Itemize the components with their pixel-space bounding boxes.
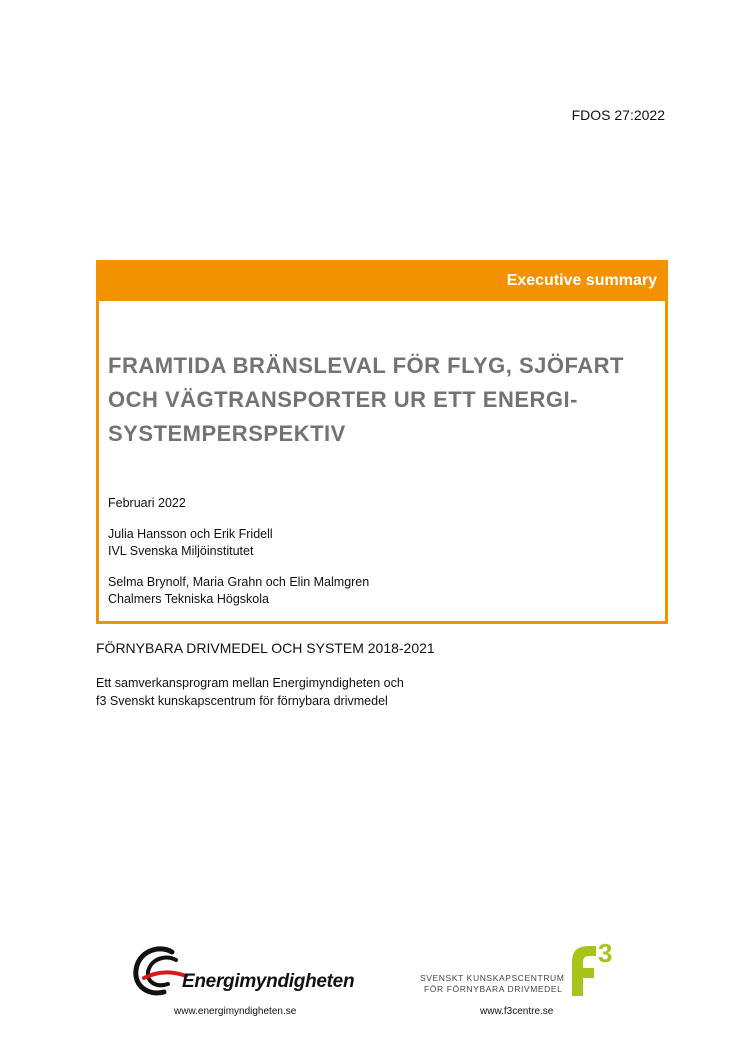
- energimyndigheten-wordmark: Energimyndigheten: [182, 971, 355, 992]
- program-description-line: f3 Svenskt kunskapscentrum för förnybara drivmedel: [96, 694, 388, 708]
- author-names: Selma Brynolf, Maria Grahn och Elin Malmgren: [108, 575, 370, 589]
- author-names: Julia Hansson och Erik Fridell: [108, 527, 273, 541]
- title-line: OCH VÄGTRANSPORTER UR ETT ENERGI-: [108, 387, 578, 412]
- author-organization: IVL Svenska Miljöinstitutet: [108, 544, 254, 558]
- f3-tagline-line: SVENSKT KUNSKAPSCENTRUM: [420, 973, 565, 983]
- program-name: FÖRNYBARA DRIVMEDEL OCH SYSTEM 2018-2021: [96, 640, 435, 656]
- program-description: [96, 674, 404, 710]
- document-title: [108, 349, 648, 451]
- author-group-ivl: [108, 526, 273, 560]
- publication-date: Februari 2022: [108, 496, 186, 510]
- author-organization: Chalmers Tekniska Högskola: [108, 592, 269, 606]
- title-line: FRAMTIDA BRÄNSLEVAL FÖR FLYG, SJÖFART: [108, 353, 624, 378]
- f3-url: www.f3centre.se: [480, 1006, 554, 1017]
- summary-box: [96, 260, 668, 624]
- energimyndigheten-logo: [130, 940, 370, 1000]
- author-group-chalmers: [108, 574, 369, 608]
- executive-summary-label: Executive summary: [506, 272, 657, 289]
- program-description-line: Ett samverkansprogram mellan Energimyndigheten och: [96, 676, 404, 690]
- energimyndigheten-swoosh-icon: [130, 940, 190, 1000]
- energimyndigheten-url: www.energimyndigheten.se: [174, 1006, 297, 1017]
- report-number: FDOS 27:2022: [571, 107, 665, 123]
- title-line: SYSTEMPERSPEKTIV: [108, 421, 346, 446]
- box-header: [99, 263, 665, 301]
- f3-logo: [420, 938, 630, 1000]
- f3-mark-icon: [562, 938, 624, 998]
- f3-tagline-line: FÖR FÖRNYBARA DRIVMEDEL: [424, 984, 563, 994]
- svg-text:3: 3: [598, 938, 613, 968]
